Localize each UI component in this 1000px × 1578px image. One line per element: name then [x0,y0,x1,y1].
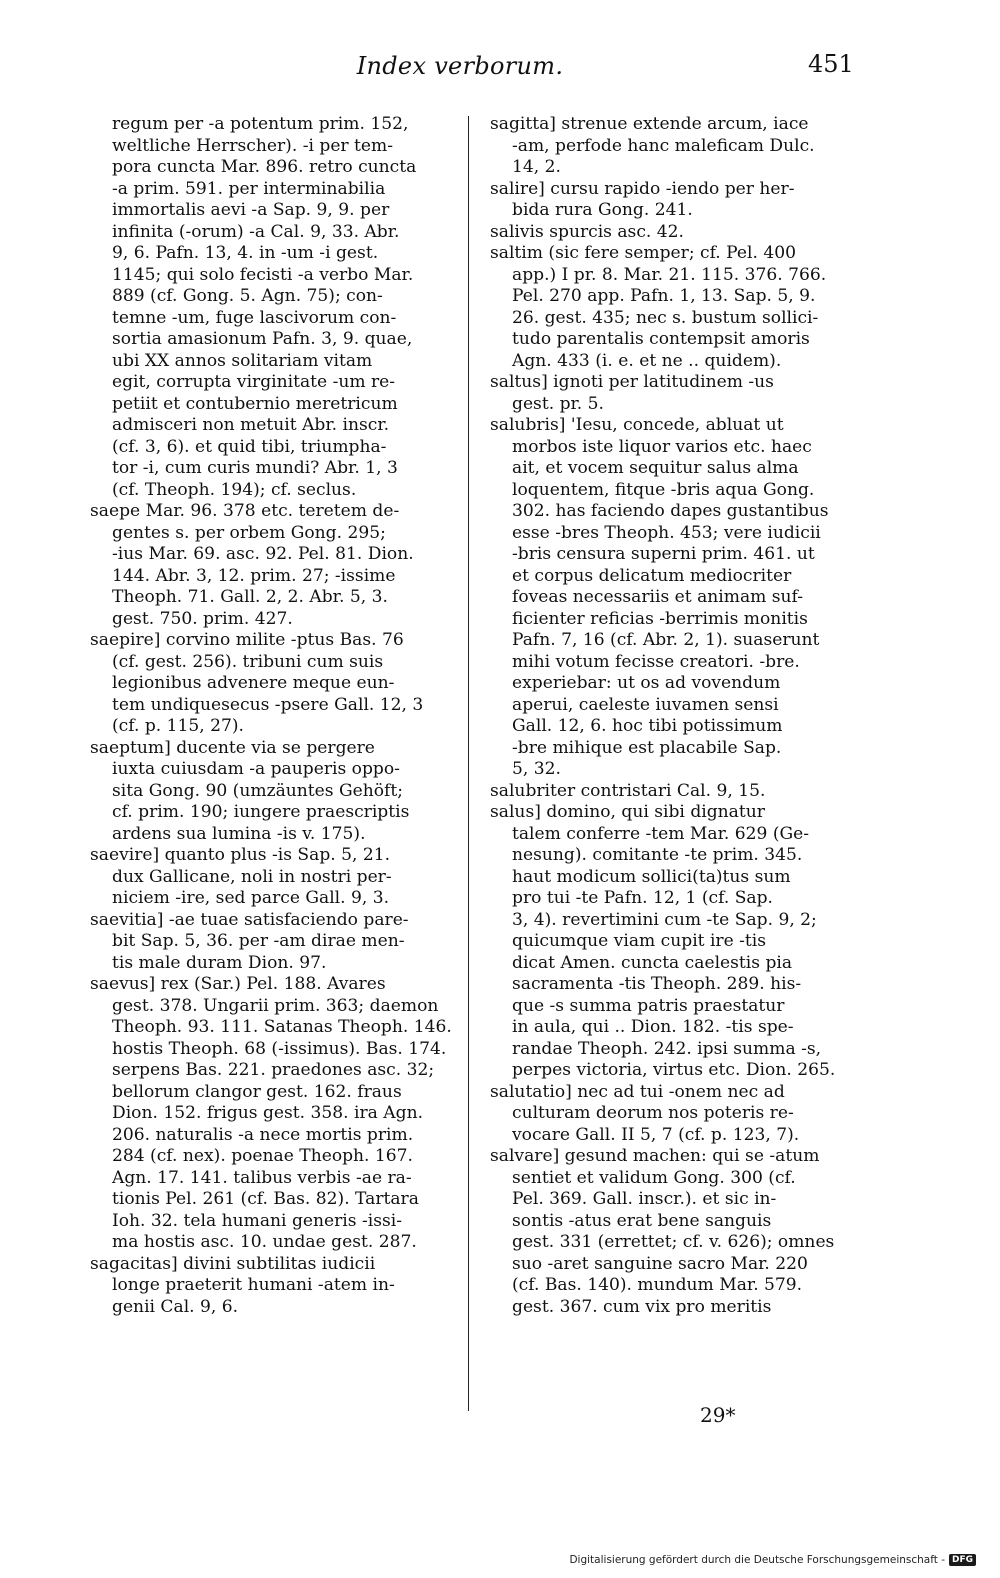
entry-continuation-line: dicat Amen. cuncta caelestis pia [512,952,793,973]
entry-continuation-line: -ius Mar. 69. asc. 92. Pel. 81. Dion. [112,544,414,564]
entry-continuation-line: (cf. Theoph. 194); cf. seclus. [112,479,357,500]
entry-headword-line: sagacitas] divini subtilitas iudicii [90,1253,376,1274]
entry-continuation-line: 1145; qui solo fecisti -a verbo Mar. [112,264,414,285]
entry-continuation-line: Gall. 12, 6. hoc tibi potissimum [512,716,783,736]
entry-continuation-line: randae Theoph. 242. ipsi summa -s, [512,1038,822,1059]
entry-continuation-line: gentes s. per orbem Gong. 295; [112,522,386,543]
entry-continuation-line: petiit et contubernio meretricum [112,393,398,414]
entry-headword-line: salutatio] nec ad tui -onem nec ad [490,1081,785,1102]
entry-headword-line: saepe Mar. 96. 378 etc. teretem de- [90,501,400,521]
entry-continuation-line: ficienter reficias -berrimis monitis [512,608,808,629]
entry-headword-line: salus] domino, qui sibi dignatur [490,802,765,822]
entry-headword-line: saevitia] -ae tuae satisfaciendo pare- [90,909,409,930]
entry-continuation-line: et corpus delicatum mediocriter [512,565,792,586]
entry-continuation-line: in aula, qui .. Dion. 182. -tis spe- [512,1017,794,1037]
entry-continuation-line: aperui, caeleste iuvamen sensi [512,694,779,715]
entry-continuation-line: vocare Gall. II 5, 7 (cf. p. 123, 7). [512,1124,800,1145]
entry-continuation-line: bellorum clangor gest. 162. fraus [112,1081,402,1102]
left-column [90,114,462,1318]
entry-headword-line: salubris] 'Iesu, concede, abluat ut [490,415,784,435]
entry-continuation-line: -am, perfode hanc maleficam Dulc. [512,135,815,156]
entry-continuation-line: dux Gallicane, noli in nostri per- [112,866,392,887]
entry-continuation-line: Dion. 152. frigus gest. 358. ira Agn. [112,1103,424,1123]
entry-continuation-line: 144. Abr. 3, 12. prim. 27; -issime [112,565,396,586]
entry-headword-line: saepire] corvino milite -ptus Bas. 76 [90,630,404,650]
entry-continuation-line: gest. 367. cum vix pro meritis [512,1296,772,1317]
entry-continuation-line: pora cuncta Mar. 896. retro cuncta [112,157,417,177]
running-header-title: Index verborum. [356,52,564,80]
entry-continuation-line: sacramenta -tis Theoph. 289. his- [512,974,802,994]
entry-continuation-line: Agn. 17. 141. talibus verbis -ae ra- [112,1167,412,1188]
entry-continuation-line: genii Cal. 9, 6. [112,1296,239,1317]
entry-continuation-line: infinita (-orum) -a Cal. 9, 33. Abr. [112,221,400,242]
entry-continuation-line: (cf. 3, 6). et quid tibi, triumpha- [112,436,387,457]
entry-continuation-line: cf. prim. 190; iungere praescriptis [112,802,410,822]
entry-continuation-line: sontis -atus erat bene sanguis [512,1210,772,1231]
entry-continuation-line: legionibus advenere meque eun- [112,673,395,693]
entry-continuation-line: ubi XX annos solitariam vitam [112,350,373,371]
entry-continuation-line: nesung). comitante -te prim. 345. [512,845,803,865]
entry-continuation-line: -bre mihique est placabile Sap. [512,737,782,758]
entry-continuation-line: suo -aret sanguine sacro Mar. 220 [512,1253,808,1274]
entry-continuation-line: 14, 2. [512,157,561,177]
entry-continuation-line: tis male duram Dion. 97. [112,952,327,973]
entry-continuation-line: 9, 6. Pafn. 13, 4. in -um -i gest. [112,243,379,263]
entry-headword-line: saltim (sic fere semper; cf. Pel. 400 [490,243,796,263]
entry-continuation-line: tionis Pel. 261 (cf. Bas. 82). Tartara [112,1189,419,1209]
entry-continuation-line: gest. pr. 5. [512,393,604,414]
entry-continuation-line: morbos iste liquor varios etc. haec [512,436,812,457]
right-column [490,114,862,1318]
entry-headword-line: saeptum] ducente via se pergere [90,737,375,758]
entry-continuation-line: sentiet et validum Gong. 300 (cf. [512,1167,796,1188]
entry-continuation-line: hostis Theoph. 68 (-issimus). Bas. 174. [112,1038,447,1059]
entry-headword-line: salubriter contristari Cal. 9, 15. [490,780,766,801]
entry-continuation-line: Pel. 369. Gall. inscr.). et sic in- [512,1189,777,1209]
entry-continuation-line: gest. 378. Ungarii prim. 363; daemon [112,995,439,1016]
entry-continuation-line: admisceri non metuit Abr. inscr. [112,415,390,435]
entry-continuation-line: 3, 4). revertimini cum -te Sap. 9, 2; [512,909,817,930]
page-number: 451 [808,50,854,78]
entry-continuation-line: Theoph. 93. 111. Satanas Theoph. 146. [112,1017,452,1037]
entry-continuation-line: (cf. p. 115, 27). [112,716,244,736]
entry-continuation-line: perpes victoria, virtus etc. Dion. 265. [512,1060,836,1080]
footer [569,1554,976,1566]
entry-continuation-line: iuxta cuiusdam -a pauperis oppo- [112,759,400,779]
entry-continuation-line: esse -bres Theoph. 453; vere iudicii [512,522,821,543]
entry-continuation-line: loquentem, fitque -bris aqua Gong. [512,479,815,500]
entry-continuation-line: 284 (cf. nex). poenae Theoph. 167. [112,1146,413,1166]
entry-headword-line: salvare] gesund machen: qui se -atum [490,1146,820,1166]
entry-continuation-line: Theoph. 71. Gall. 2, 2. Abr. 5, 3. [112,587,388,607]
entry-continuation-line: tudo parentalis contempsit amoris [512,329,810,349]
entry-continuation-line: Pel. 270 app. Pafn. 1, 13. Sap. 5, 9. [512,286,816,306]
entry-continuation-line: bit Sap. 5, 36. per -am dirae men- [112,931,405,951]
entry-continuation-line: quicumque viam cupit ire -tis [512,931,767,951]
signature-mark: 29* [700,1403,736,1427]
entry-continuation-line: longe praeterit humani -atem in- [112,1275,395,1295]
entry-continuation-line: sita Gong. 90 (umzäuntes Gehöft; [112,780,404,801]
entry-continuation-line: culturam deorum nos poteris re- [512,1103,794,1123]
entry-headword-line: saevire] quanto plus -is Sap. 5, 21. [90,845,391,865]
entry-headword-line: saltus] ignoti per latitudinem -us [490,372,774,392]
entry-continuation-line: 206. naturalis -a nece mortis prim. [112,1124,414,1145]
entry-continuation-line: experiebar: ut os ad vovendum [512,673,781,693]
entry-continuation-line: 5, 32. [512,759,561,779]
entry-continuation-line: temne -um, fuge lascivorum con- [112,307,397,328]
entry-headword-line: salire] cursu rapido -iendo per her- [490,178,795,199]
entry-continuation-line: haut modicum sollici(ta)tus sum [512,866,791,887]
entry-continuation-line: immortalis aevi -a Sap. 9, 9. per [112,200,390,220]
entry-continuation-line: ardens sua lumina -is v. 175). [112,823,366,844]
entry-continuation-line: -bris censura superni prim. 461. ut [512,544,815,564]
entry-continuation-line: gest. 331 (errettet; cf. v. 626); omnes [512,1232,835,1252]
entry-continuation-line: tem undiquesecus -psere Gall. 12, 3 [112,694,424,715]
entry-continuation-line: bida rura Gong. 241. [512,200,693,220]
entry-continuation-line: Ioh. 32. tela humani generis -issi- [112,1210,403,1231]
entry-headword-line: sagitta] strenue extende arcum, iace [490,114,809,134]
entry-continuation-line: 26. gest. 435; nec s. bustum sollici- [512,307,819,328]
entry-continuation-line: -a prim. 591. per interminabilia [112,178,386,199]
entry-continuation-line: ma hostis asc. 10. undae gest. 287. [112,1232,417,1252]
footer-credit-text: Digitalisierung gefördert durch die Deutsche Forschungsgemeinschaft - [569,1554,945,1566]
entry-headword-line: saevus] rex (Sar.) Pel. 188. Avares [90,974,386,994]
entry-continuation-line: tor -i, cum curis mundi? Abr. 1, 3 [112,458,398,478]
entry-continuation-line: que -s summa patris praestatur [512,995,785,1016]
entry-continuation-line: Pafn. 7, 16 (cf. Abr. 2, 1). suaserunt [512,630,820,650]
entry-continuation-line: regum per -a potentum prim. 152, [112,114,409,134]
entry-continuation-line: talem conferre -tem Mar. 629 (Ge- [512,823,810,844]
entry-continuation-line: 889 (cf. Gong. 5. Agn. 75); con- [112,286,383,306]
entry-continuation-line: (cf. Bas. 140). mundum Mar. 579. [512,1275,803,1295]
entry-continuation-line: weltliche Herrscher). -i per tem- [112,135,394,156]
column-divider [468,116,469,1411]
entry-continuation-line: egit, corrupta virginitate -um re- [112,372,396,392]
entry-continuation-line: sortia amasionum Pafn. 3, 9. quae, [112,329,413,349]
entry-continuation-line: pro tui -te Pafn. 12, 1 (cf. Sap. [512,888,773,908]
entry-continuation-line: Agn. 433 (i. e. et ne .. quidem). [512,350,782,371]
entry-continuation-line: ait, et vocem sequitur salus alma [512,458,799,478]
entry-continuation-line: 302. has faciendo dapes gustantibus [512,501,829,521]
entry-continuation-line: mihi votum fecisse creatori. -bre. [512,651,800,672]
dfg-logo: DFG [949,1554,976,1566]
entry-continuation-line: niciem -ire, sed parce Gall. 9, 3. [112,888,390,908]
entry-continuation-line: gest. 750. prim. 427. [112,608,293,629]
entry-continuation-line: foveas necessariis et animam suf- [512,587,804,607]
entry-continuation-line: serpens Bas. 221. praedones asc. 32; [112,1060,435,1080]
entry-continuation-line: app.) I pr. 8. Mar. 21. 115. 376. 766. [512,264,827,285]
entry-headword-line: salivis spurcis asc. 42. [490,221,684,242]
entry-continuation-line: (cf. gest. 256). tribuni cum suis [112,651,384,672]
